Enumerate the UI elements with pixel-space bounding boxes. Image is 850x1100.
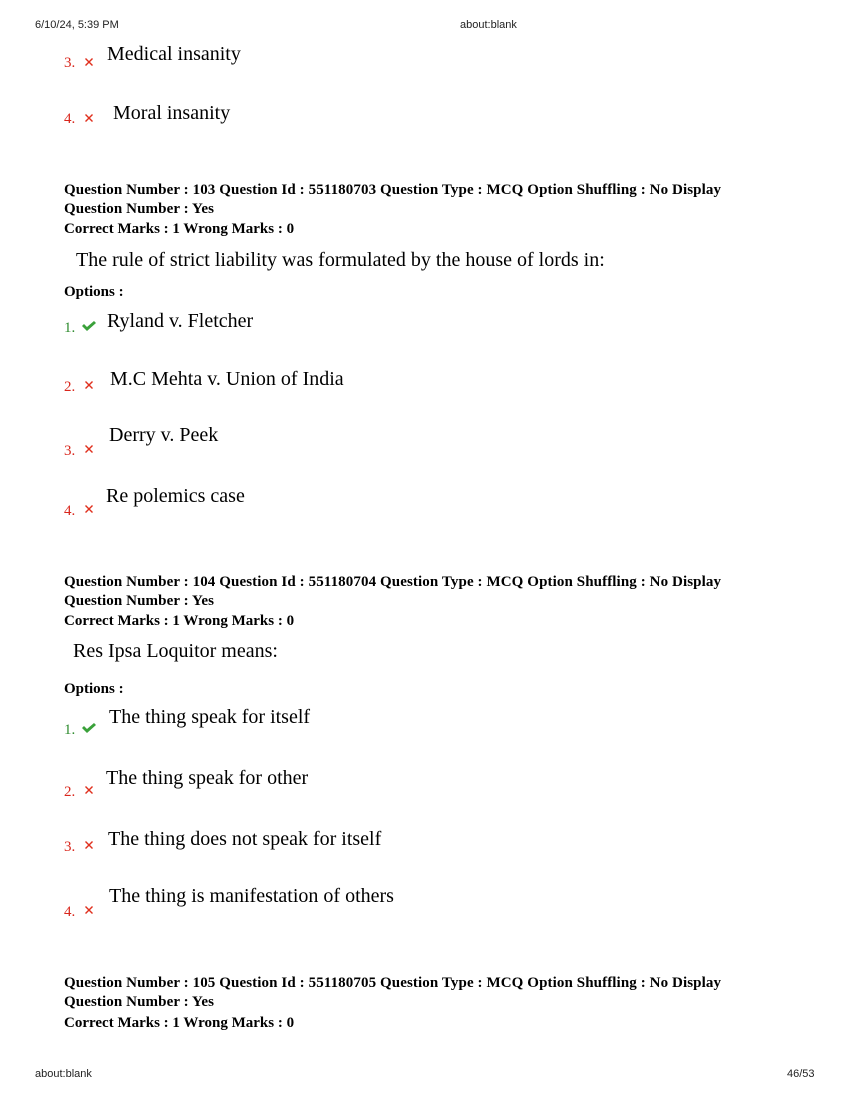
- question-meta-line: Question Number : 104 Question Id : 551180704 Question Type : MCQ Option Shuffling : No Display: [64, 574, 722, 590]
- cross-icon: [83, 111, 95, 123]
- cross-icon: [83, 502, 95, 514]
- option-number: 3.: [64, 443, 76, 459]
- print-page-number: 46/53: [787, 1068, 815, 1080]
- check-icon: [81, 721, 97, 733]
- question-meta: [64, 573, 721, 611]
- question-marks: Correct Marks : 1 Wrong Marks : 0: [64, 1015, 295, 1031]
- option-number: 1.: [64, 722, 76, 738]
- cross-icon: [83, 783, 95, 795]
- question-meta-line: Question Number : Yes: [64, 201, 215, 217]
- cross-icon: [83, 378, 95, 390]
- question-marks: Correct Marks : 1 Wrong Marks : 0: [64, 613, 295, 629]
- print-page-title: about:blank: [460, 19, 517, 31]
- option-text: Re polemics case: [106, 485, 245, 507]
- option-text: The thing speak for other: [106, 767, 309, 789]
- cross-icon: [83, 55, 95, 67]
- option-number: 2.: [64, 379, 76, 395]
- question-text: The rule of strict liability was formulated by the house of lords in:: [76, 249, 605, 271]
- option-text: Medical insanity: [107, 43, 241, 65]
- question-meta-line: Question Number : 103 Question Id : 551180703 Question Type : MCQ Option Shuffling : No Display: [64, 182, 722, 198]
- option-number: 2.: [64, 784, 76, 800]
- option-text: The thing does not speak for itself: [108, 828, 382, 850]
- question-text: Res Ipsa Loquitor means:: [73, 640, 278, 662]
- question-marks: Correct Marks : 1 Wrong Marks : 0: [64, 221, 295, 237]
- option-number: 4.: [64, 503, 76, 519]
- cross-icon: [83, 838, 95, 850]
- cross-icon: [83, 442, 95, 454]
- option-number: 4.: [64, 111, 76, 127]
- option-text: Derry v. Peek: [109, 424, 219, 446]
- options-label: Options :: [64, 284, 124, 300]
- option-number: 3.: [64, 839, 76, 855]
- option-number: 3.: [64, 55, 76, 71]
- option-text: The thing speak for itself: [109, 706, 311, 728]
- question-meta-line: Question Number : 105 Question Id : 551180705 Question Type : MCQ Option Shuffling : No Display: [64, 975, 722, 991]
- cross-icon: [83, 903, 95, 915]
- print-footer-url: about:blank: [35, 1068, 92, 1080]
- question-meta: [64, 974, 721, 1012]
- options-label: Options :: [64, 681, 124, 697]
- question-meta: [64, 181, 721, 219]
- option-text: Moral insanity: [113, 102, 231, 124]
- option-text: Ryland v. Fletcher: [107, 310, 254, 332]
- option-number: 4.: [64, 904, 76, 920]
- option-number: 1.: [64, 320, 76, 336]
- question-meta-line: Question Number : Yes: [64, 593, 215, 609]
- question-meta-line: Question Number : Yes: [64, 994, 215, 1010]
- check-icon: [81, 319, 97, 331]
- option-text: The thing is manifestation of others: [109, 885, 394, 907]
- print-datetime: 6/10/24, 5:39 PM: [35, 19, 119, 31]
- option-text: M.C Mehta v. Union of India: [110, 368, 344, 390]
